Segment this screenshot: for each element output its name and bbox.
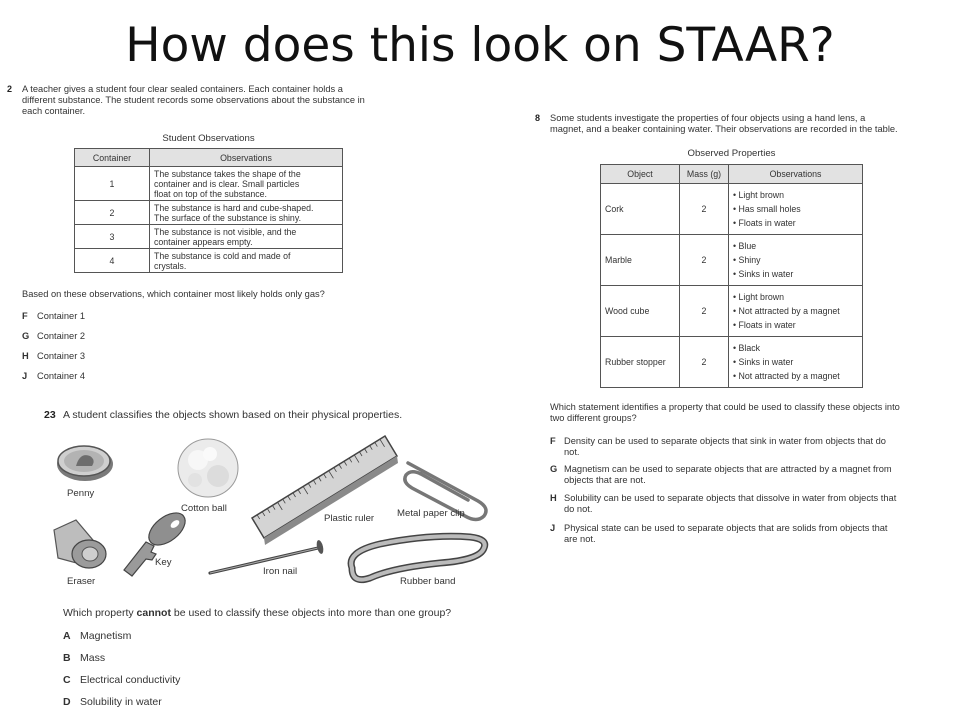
stem-line: magnet, and a beaker containing water. Their observations are recorded in the table. bbox=[550, 124, 898, 134]
question-stem bbox=[22, 84, 365, 117]
question-stem bbox=[550, 113, 898, 135]
answer-choice[interactable]: H Solubility can be used to separate objects that dissolve in water from objects that do not. bbox=[550, 493, 897, 514]
table-row bbox=[601, 184, 863, 235]
answer-choice[interactable]: J Physical state can be used to separate objects that are solids from objects that are not. bbox=[550, 523, 888, 544]
mass-cell: 2 bbox=[680, 235, 729, 286]
penny-image bbox=[57, 446, 113, 481]
stem-line: Some students investigate the properties of four objects using a hand lens, a bbox=[550, 113, 866, 123]
answer-choice[interactable]: J Container 4 bbox=[22, 371, 86, 381]
container-cell: 3 bbox=[75, 225, 150, 249]
observation-cell: • Blue • Shiny • Sinks in water bbox=[729, 235, 863, 286]
slide-title: How does this look on STAAR? bbox=[125, 18, 835, 73]
stem-line: different substance. The student records some observations about the substance in bbox=[22, 95, 365, 105]
mass-cell: 2 bbox=[680, 286, 729, 337]
answer-choice[interactable]: G Container 2 bbox=[22, 331, 86, 341]
question-number: 8 bbox=[535, 113, 541, 123]
object-cell: Cork bbox=[601, 184, 680, 235]
rubber-band-image bbox=[351, 536, 485, 579]
container-cell: 4 bbox=[75, 249, 150, 273]
key-label: Key bbox=[155, 557, 172, 568]
observation-cell: • Black • Sinks in water • Not attracted by a magnet bbox=[729, 337, 863, 388]
table-row bbox=[75, 249, 343, 273]
table-row bbox=[601, 286, 863, 337]
answer-choice[interactable]: F Density can be used to separate objects that sink in water from objects that do not. bbox=[550, 436, 886, 457]
answer-choice[interactable]: D Solubility in water bbox=[63, 696, 162, 708]
table-row bbox=[601, 235, 863, 286]
object-cell: Wood cube bbox=[601, 286, 680, 337]
table-row bbox=[601, 337, 863, 388]
observation-cell: The substance takes the shape of the container and is clear. Small particles float on top of the substance. bbox=[150, 167, 343, 201]
answer-choice[interactable]: B Mass bbox=[63, 652, 106, 664]
table-caption: Student Observations bbox=[162, 133, 255, 144]
plastic-ruler-label: Plastic ruler bbox=[324, 513, 375, 524]
penny-label: Penny bbox=[67, 488, 95, 499]
table-row bbox=[75, 225, 343, 249]
stem-line: A teacher gives a student four clear sealed containers. Each container holds a bbox=[22, 84, 343, 94]
table-caption: Observed Properties bbox=[687, 148, 776, 159]
object-cell: Rubber stopper bbox=[601, 337, 680, 388]
answer-choice[interactable]: F Container 1 bbox=[22, 311, 86, 321]
answer-choice[interactable]: H Container 3 bbox=[22, 351, 86, 361]
answer-choice[interactable]: C Electrical conductivity bbox=[63, 674, 181, 686]
table-row bbox=[75, 201, 343, 225]
mass-cell: 2 bbox=[680, 184, 729, 235]
question-number: 23 bbox=[44, 409, 56, 421]
answer-choice[interactable]: G Magnetism can be used to separate objects that are attracted by a magnet from objects that are not. bbox=[550, 464, 892, 485]
stem-line: each container. bbox=[22, 106, 86, 116]
paper-clip-label: Metal paper clip bbox=[397, 508, 465, 519]
question-stem: A student classifies the objects shown based on their physical properties. bbox=[63, 409, 403, 421]
object-cell: Marble bbox=[601, 235, 680, 286]
observation-cell: The substance is hard and cube-shaped. The surface of the substance is shiny. bbox=[150, 201, 343, 225]
question-prompt: Which statement identifies a property that could be used to classify these objects into two different groups? bbox=[550, 402, 900, 423]
container-cell: 1 bbox=[75, 167, 150, 201]
observed-properties-table bbox=[600, 164, 863, 388]
question-number: 2 bbox=[7, 84, 13, 94]
column-header: Object bbox=[601, 165, 680, 184]
rubber-band-label: Rubber band bbox=[400, 576, 456, 587]
column-header: Observations bbox=[729, 165, 863, 184]
table-row bbox=[75, 167, 343, 201]
mass-cell: 2 bbox=[680, 337, 729, 388]
plastic-ruler-image bbox=[252, 436, 398, 545]
eraser-label: Eraser bbox=[67, 576, 96, 587]
column-header: Mass (g) bbox=[680, 165, 729, 184]
answer-choice[interactable]: A Magnetism bbox=[63, 630, 132, 642]
cotton-ball-label: Cotton ball bbox=[181, 503, 227, 514]
observation-cell: The substance is cold and made of crystals. bbox=[150, 249, 343, 273]
cotton-ball-image bbox=[178, 439, 238, 497]
observation-cell: • Light brown • Has small holes • Floats in water bbox=[729, 184, 863, 235]
student-observations-table bbox=[74, 148, 343, 273]
observation-cell: • Light brown • Not attracted by a magnet • Floats in water bbox=[729, 286, 863, 337]
eraser-image bbox=[54, 520, 106, 568]
column-header: Container bbox=[75, 149, 150, 167]
container-cell: 2 bbox=[75, 201, 150, 225]
iron-nail-label: Iron nail bbox=[263, 566, 298, 577]
question-prompt: Which property cannot be used to classify these objects into more than one group? bbox=[63, 607, 452, 619]
column-header: Observations bbox=[150, 149, 343, 167]
question-prompt: Based on these observations, which container most likely holds only gas? bbox=[22, 289, 325, 299]
observation-cell: The substance is not visible, and the container appears empty. bbox=[150, 225, 343, 249]
